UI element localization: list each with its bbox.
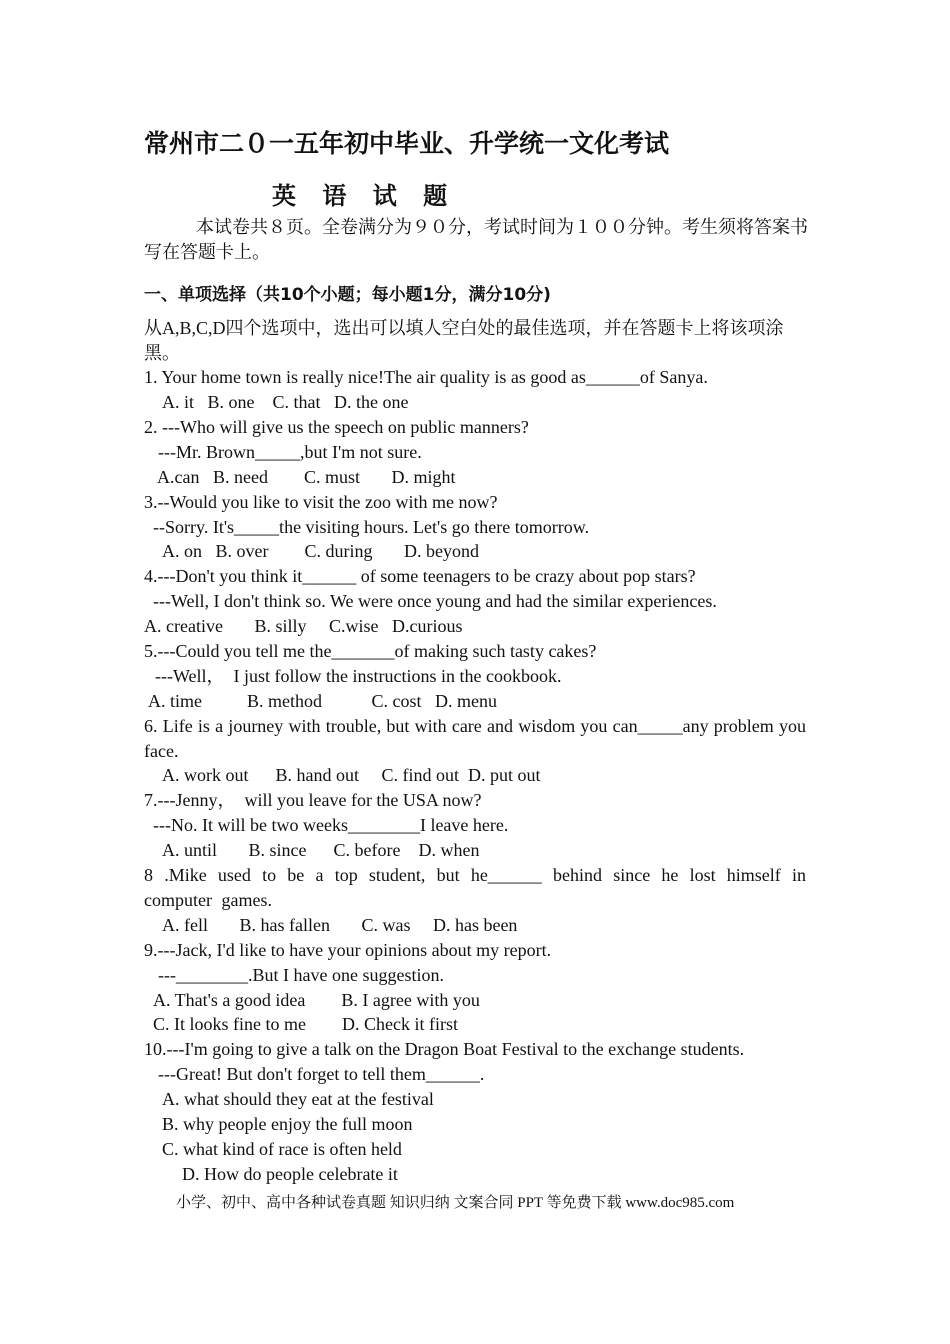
question-3-reply: --Sorry. It's_____the visiting hours. Let's go there tomorrow. xyxy=(153,517,590,537)
question-3: 3.--Would you like to visit the zoo with me now? xyxy=(144,492,498,512)
question-8: 8 .Mike used to be a top student, but he______ behind since he lost himself in computer games. xyxy=(144,865,806,910)
exam-subtitle: 英 语 试 题 xyxy=(272,182,457,210)
question-10: 10.---I'm going to give a talk on the Dragon Boat Festival to the exchange students. xyxy=(144,1039,745,1059)
question-10-option-d: D. How do people celebrate it xyxy=(182,1164,398,1184)
question-2-options: A.can B. need C. must D. might xyxy=(157,467,456,487)
question-5-reply: ---Well， I just follow the instructions in the cookbook. xyxy=(155,666,562,686)
question-2: 2. ---Who will give us the speech on public manners? xyxy=(144,417,529,437)
footer-promo: 小学、初中、高中各种试卷真题 知识归纳 文案合同 PPT 等免费下载 www.doc985.com xyxy=(176,1195,735,1211)
question-7-reply: ---No. It will be two weeks________I leave here. xyxy=(153,815,509,835)
question-3-options: A. on B. over C. during D. beyond xyxy=(162,541,479,561)
question-1: 1. Your home town is really nice!The air quality is as good as______of Sanya. xyxy=(144,367,708,387)
question-4-options: A. creative B. silly C.wise D.curious xyxy=(144,616,463,636)
question-9-options-cd: C. It looks fine to me D. Check it first xyxy=(153,1014,458,1034)
question-6-options: A. work out B. hand out C. find out D. put out xyxy=(162,765,541,785)
question-10-option-b: B. why people enjoy the full moon xyxy=(162,1114,413,1134)
exam-title: 常州市二０一五年初中毕业、升学统一文化考试 xyxy=(144,129,670,158)
question-4: 4.---Don't you think it______ of some teenagers to be crazy about pop stars? xyxy=(144,566,696,586)
question-1-options: A. it B. one C. that D. the one xyxy=(162,392,409,412)
question-5-options: A. time B. method C. cost D. menu xyxy=(148,691,497,711)
section-heading: 一、单项选择（共10个小题；每小题1分，满分10分) xyxy=(144,285,551,305)
question-6: 6. Life is a journey with trouble, but with care and wisdom you can_____any problem you face. xyxy=(144,716,806,761)
exam-intro: 本试卷共８页。全卷满分为９０分，考试时间为１００分钟。考生须将答案书写在答题卡上。 xyxy=(144,217,808,262)
question-10-option-c: C. what kind of race is often held xyxy=(162,1139,402,1159)
question-9: 9.---Jack, I'd like to have your opinions about my report. xyxy=(144,940,552,960)
question-7: 7.---Jenny， will you leave for the USA now? xyxy=(144,790,482,810)
question-8-options: A. fell B. has fallen C. was D. has been xyxy=(162,915,518,935)
question-10-option-a: A. what should they eat at the festival xyxy=(162,1089,434,1109)
question-5: 5.---Could you tell me the_______of making such tasty cakes? xyxy=(144,641,597,661)
question-4-reply: ---Well, I don't think so. We were once young and had the similar experiences. xyxy=(153,591,717,611)
question-10-reply: ---Great! But don't forget to tell them______. xyxy=(158,1064,485,1084)
question-2-reply: ---Mr. Brown_____,but I'm not sure. xyxy=(158,442,422,462)
question-9-options-ab: A. That's a good idea B. I agree with you xyxy=(153,990,480,1010)
question-9-reply: ---________.But I have one suggestion. xyxy=(158,965,444,985)
question-7-options: A. until B. since C. before D. when xyxy=(162,840,480,860)
section-instruction: 从A,B,C,D四个选项中，选出可以填人空白处的最佳选项，并在答题卡上将该项涂黑。 xyxy=(144,318,784,363)
